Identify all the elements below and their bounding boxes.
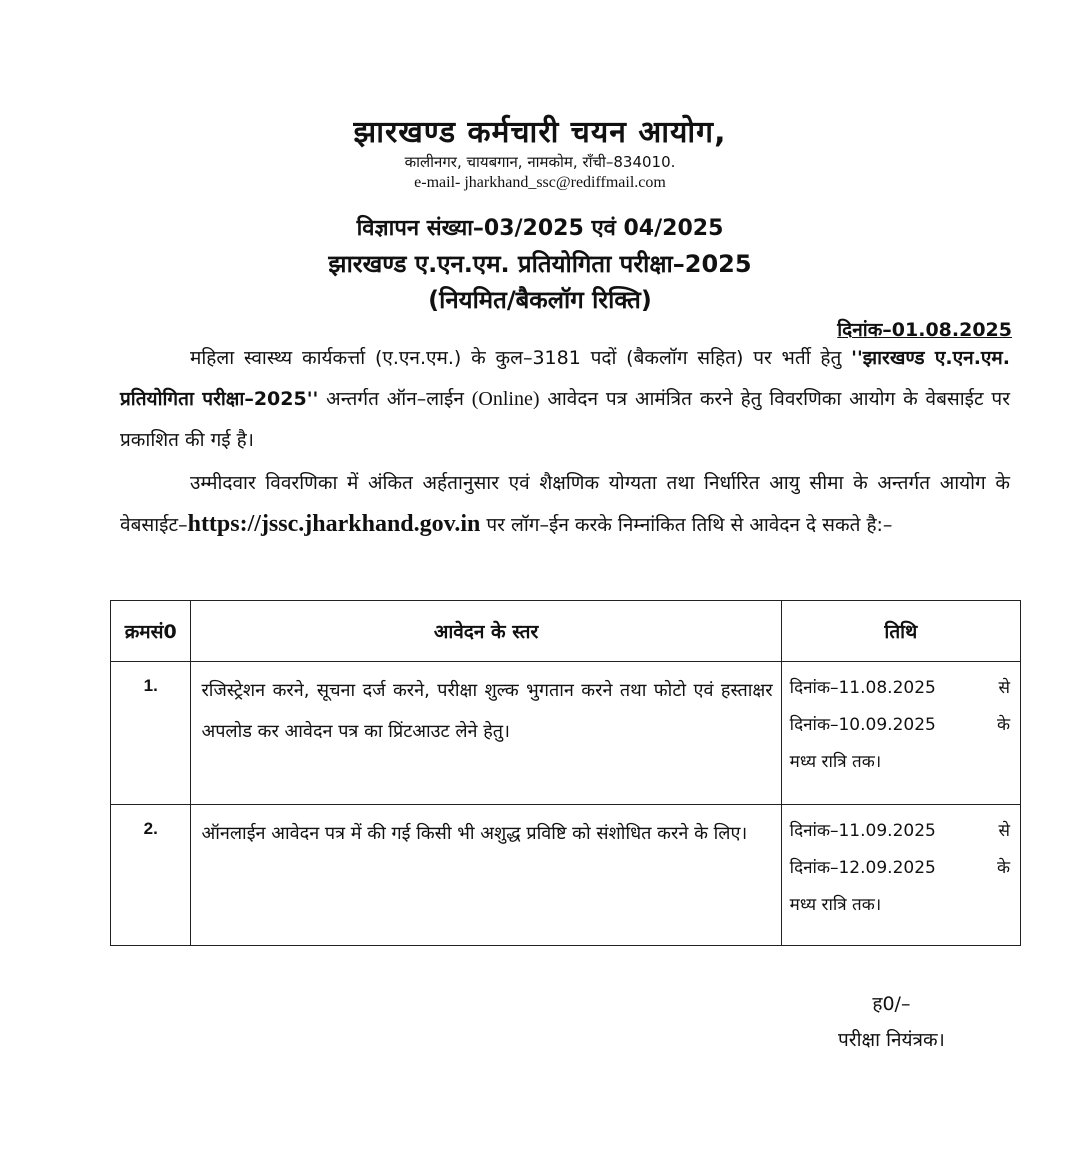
para1-online: (Online) (471, 388, 540, 410)
organization-name: झारखण्ड कर्मचारी चयन आयोग, (353, 115, 727, 150)
row-serial-no: 2. (111, 805, 191, 946)
schedule-table (110, 600, 1021, 946)
table-row (111, 662, 1021, 805)
signature-mark: ह0/– (872, 993, 911, 1015)
to-word: के (996, 858, 1010, 878)
table-header-row (111, 601, 1021, 662)
until-text: मध्य रात्रि तक। (789, 752, 882, 772)
header-date: तिथि (781, 601, 1020, 662)
signature-block (838, 986, 945, 1058)
para1-text-3: आवेदन पत्र आमंत्रित करने हेतु विवरणिका आयोग के वेबसाईट पर प्रकाशित की गई है। (120, 388, 1010, 451)
from-word: से (998, 678, 1010, 698)
website-url: https://jssc.jharkhand.gov.in (187, 511, 481, 537)
header-serial-no: क्रमसं0 (111, 601, 191, 662)
table-row (111, 805, 1021, 946)
exam-title: झारखण्ड ए.एन.एम. प्रतियोगिता परीक्षा–2025 (328, 250, 752, 278)
notice-paragraph-1 (120, 338, 1010, 461)
header-stage: आवेदन के स्तर (191, 601, 781, 662)
date-from: दिनांक–11.09.2025 (789, 821, 936, 841)
vacancy-type: (नियमित/बैकलॉग रिक्ति) (428, 286, 652, 314)
row-stage: ऑनलाईन आवेदन पत्र में की गई किसी भी अशुद्ध प्रविष्टि को संशोधित करने के लिए। (191, 805, 781, 946)
to-word: के (996, 715, 1010, 735)
para1-text-1: महिला स्वास्थ्य कार्यकर्त्ता (ए.एन.एम.) के कुल–3181 पदों (बैकलॉग सहित) पर भर्ती हेतु (190, 347, 852, 369)
signatory-designation: परीक्षा नियंत्रक। (838, 1029, 945, 1051)
date-to: दिनांक–12.09.2025 (789, 858, 936, 878)
notice-paragraph-2 (120, 463, 1010, 546)
row-dates (781, 662, 1020, 805)
until-text: मध्य रात्रि तक। (789, 895, 882, 915)
row-stage: रजिस्ट्रेशन करने, सूचना दर्ज करने, परीक्षा शुल्क भुगतान करने तथा फोटो एवं हस्ताक्षर अपलोड कर आवेदन पत्र का प्रिंटआउट लेने हेतु। (191, 662, 781, 805)
from-word: से (998, 821, 1010, 841)
para1-exam-name: ''झारखण्ड ए.एन.एम. प्रतियोगिता परीक्षा–2025'' (120, 347, 1011, 410)
para2-text-2: पर लॉग–ईन करके निम्नांकित तिथि से आवेदन दे सकते है:– (480, 514, 893, 536)
advertisement-number: विज्ञापन संख्या–03/2025 एवं 04/2025 (356, 216, 724, 241)
organization-email: e-mail- jharkhand_ssc@rediffmail.com (414, 174, 666, 191)
notice-date: दिनांक–01.08.2025 (837, 319, 1012, 341)
date-from: दिनांक–11.08.2025 (789, 678, 936, 698)
date-to: दिनांक–10.09.2025 (789, 715, 936, 735)
row-dates (781, 805, 1020, 946)
organization-address: कालीनगर, चायबगान, नामकोम, राँची–834010. (404, 153, 676, 171)
para2-text-1: उम्मीदवार विवरणिका में अंकित अर्हतानुसार एवं शैक्षणिक योग्यता तथा निर्धारित आयु सीमा के अन्तर्गत आयोग के वेबसाईट– (120, 472, 1010, 536)
para1-text-2: अन्तर्गत ऑन–लाईन (318, 388, 472, 410)
row-serial-no: 1. (111, 662, 191, 805)
